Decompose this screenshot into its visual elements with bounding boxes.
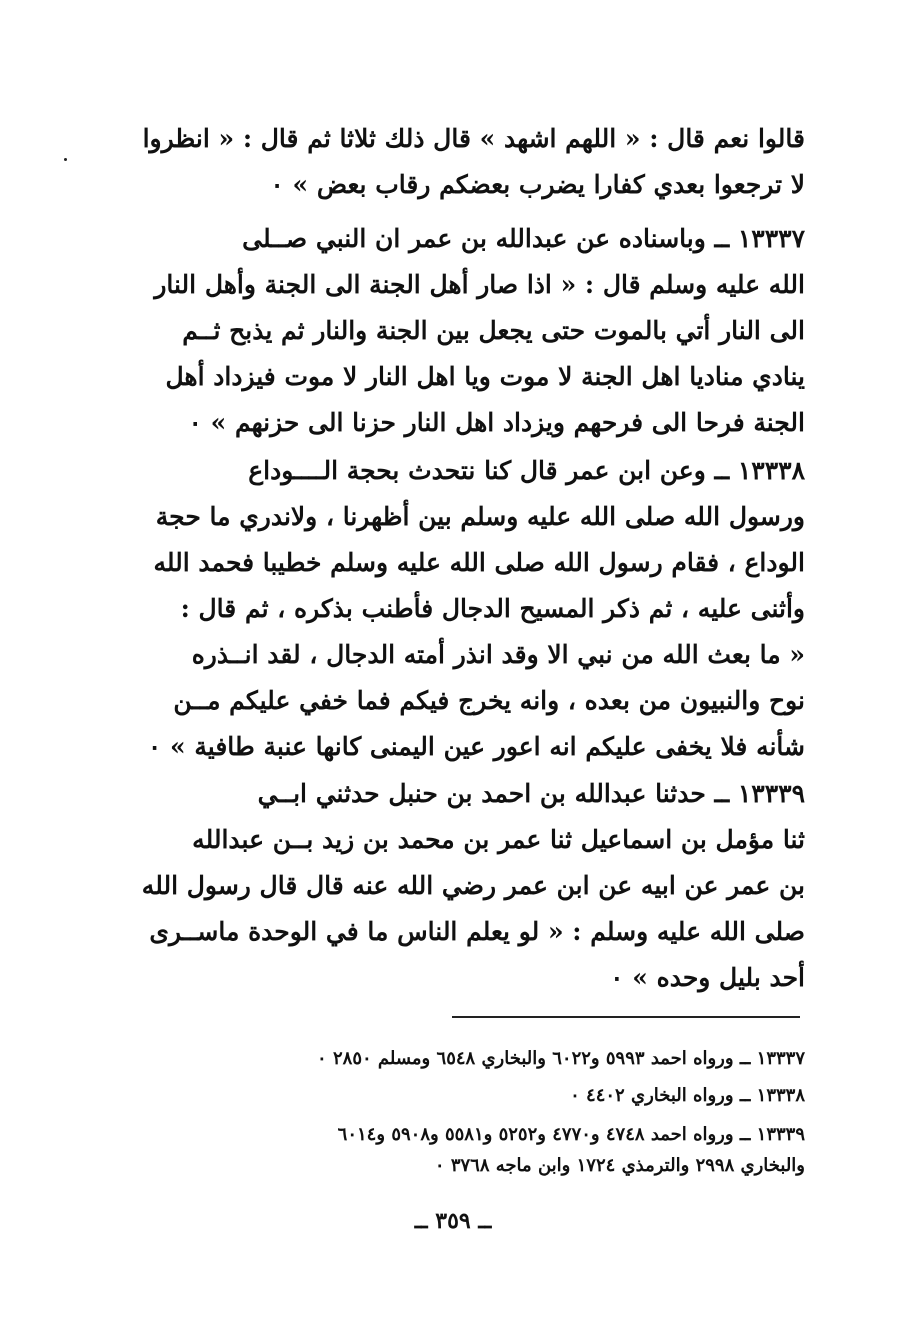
text-line: ١٣٣٣٩ ــ حدثنا عبدالله بن احمد بن حنبل حدثني ابــي [257, 779, 805, 808]
text-line: ١٣٣٣٧ ــ وباسناده عن عبدالله بن عمر ان النبي صــلى [242, 224, 805, 253]
hadith-13337 [105, 216, 805, 446]
hadith-13338 [105, 448, 805, 770]
text-line: صلى الله عليه وسلم : « لو يعلم الناس ما في الوحدة ماســرى [149, 917, 805, 946]
text-line: « ما بعث الله من نبي الا وقد انذر أمته الدجال ، لقد انــذره [191, 640, 805, 669]
footnote-line: ١٣٣٣٩ ــ ورواه احمد ٤٧٤٨ و٤٧٧٠ و٥٢٥٢ و٥٥٨١ و٥٩٠٨ و٦٠١٤ [337, 1124, 805, 1145]
text-line: نوح والنبيون من بعده ، وانه يخرج فيكم فما خفي عليكم مــن [173, 686, 805, 715]
footnote-13339 [105, 1119, 805, 1181]
footnote-13338 [105, 1080, 805, 1111]
text-line: الله عليه وسلم قال : « اذا صار أهل الجنة الى الجنة وأهل النار [154, 270, 805, 299]
text-line: ورسول الله صلى الله عليه وسلم بين أظهرنا ، ولاندري ما حجة [155, 502, 805, 531]
text-line: ينادي مناديا اهل الجنة لا موت ويا اهل النار لا موت فيزداد أهل [165, 362, 805, 391]
text-line: ثنا مؤمل بن اسماعيل ثنا عمر بن محمد بن زيد بــن عبدالله [192, 825, 805, 854]
text-line: بن عمر عن ابيه عن ابن عمر رضي الله عنه قال قال رسول الله [141, 871, 805, 900]
page-number: ــ ٣٥٩ ــ [414, 1208, 492, 1234]
text-line: أحد بليل وحده » ٠ [610, 963, 805, 992]
text-line: قالوا نعم قال : « اللهم اشهد » قال ذلك ثلاثا ثم قال : « انظروا [142, 124, 805, 153]
text-line: وأثنى عليه ، ثم ذكر المسيح الدجال فأطنب بذكره ، ثم قال : [180, 594, 805, 623]
text-line: شأنه فلا يخفى عليكم انه اعور عين اليمنى كانها عنبة طافية » ٠ [147, 732, 805, 761]
footnote-line: ١٣٣٣٨ ــ ورواه البخاري ٤٤٠٢ ٠ [570, 1085, 805, 1106]
text-line: لا ترجعوا بعدي كفارا يضرب بعضكم رقاب بعض » ٠ [270, 170, 805, 199]
text-line: ١٣٣٣٨ ــ وعن ابن عمر قال كنا نتحدث بحجة الــــوداع [248, 456, 805, 485]
footnote-line: ١٣٣٣٧ ــ ورواه احمد ٥٩٩٣ و٦٠٢٢ والبخاري ٦٥٤٨ ومسلم ٢٨٥٠ ٠ [317, 1048, 805, 1069]
stray-mark [64, 158, 67, 161]
hadith-13339 [105, 771, 805, 1001]
text-line: الى النار أتي بالموت حتى يجعل بين الجنة والنار ثم يذبح ثــم [182, 316, 805, 345]
footnote-line: والبخاري ٢٩٩٨ والترمذي ١٧٢٤ وابن ماجه ٣٧٦٨ ٠ [434, 1155, 805, 1176]
footnote-13337 [105, 1043, 805, 1074]
footnote-divider [452, 1016, 800, 1018]
text-line: الجنة فرحا الى فرحهم ويزداد اهل النار حزنا الى حزنهم » ٠ [188, 408, 805, 437]
text-line: الوداع ، فقام رسول الله صلى الله عليه وسلم خطيبا فحمد الله [153, 548, 805, 577]
paragraph-continuation [105, 116, 805, 208]
